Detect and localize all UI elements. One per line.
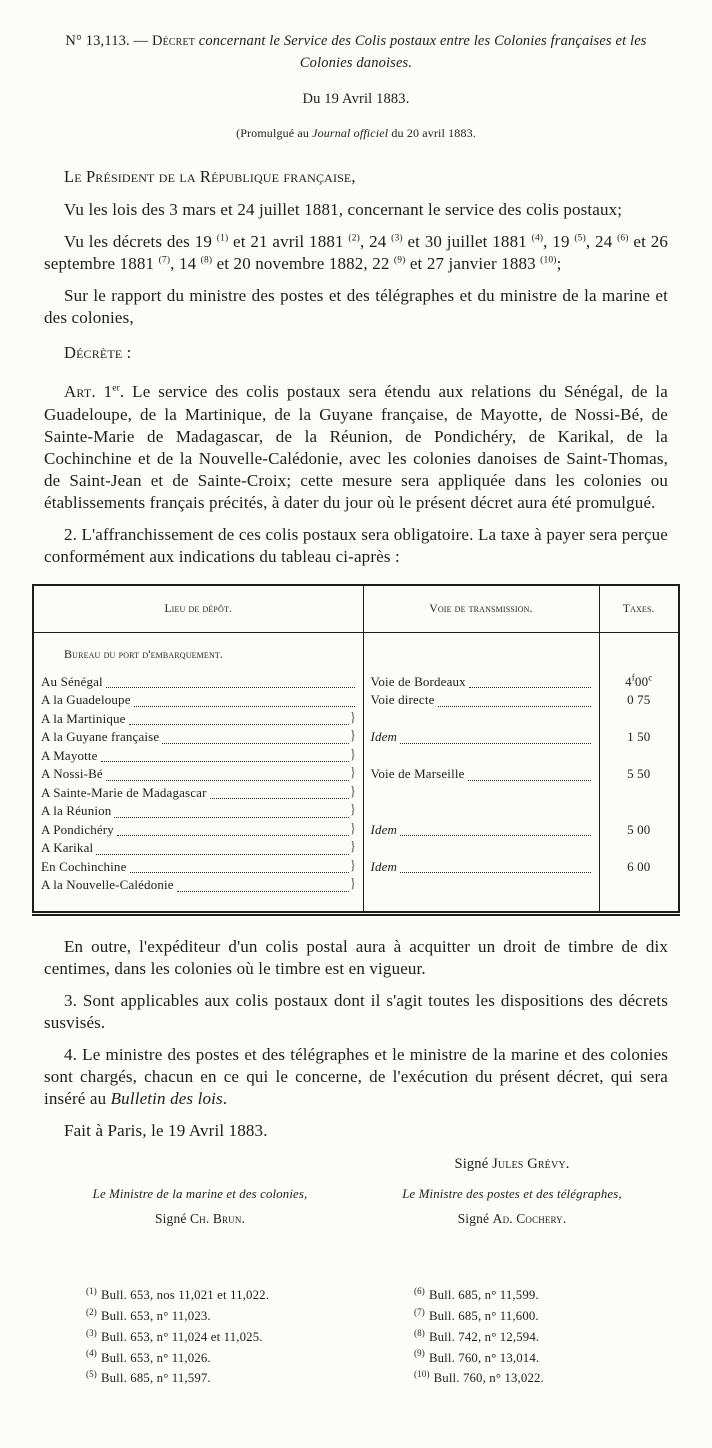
column-header-lieu: Lieu de dépôt. (33, 585, 363, 633)
footnote (86, 1285, 356, 1306)
footnote-ref: (2) (348, 233, 360, 244)
footnote-text: Bull. 760, n° 13,014. (428, 1350, 540, 1365)
footnote-marker: (5) (86, 1369, 97, 1380)
signature-president (356, 1156, 668, 1173)
dot-leader (96, 854, 348, 855)
decrete-line: Décrète : (64, 343, 132, 363)
footnote-marker: (8) (414, 1327, 425, 1338)
footnote-marker: (1) (86, 1286, 97, 1297)
table-header-row (33, 585, 679, 633)
voie-label: Voie directe (370, 692, 435, 708)
dot-leader (400, 743, 590, 744)
article-3: 3. Sont applicables aux colis postaux dont il s'agit toutes les dispositions des décrets susvisés. (44, 990, 668, 1032)
footnote-ref: (4) (531, 233, 544, 244)
text-segment: , 14 (170, 254, 201, 274)
taxe-value: 0 75 (627, 692, 651, 708)
footnote (414, 1306, 668, 1327)
text-segment: et 21 avril 1881 (228, 232, 349, 252)
group-brace: } (350, 765, 356, 781)
lieu-label: A la Guyane française (41, 729, 160, 745)
centime-sup: c (648, 672, 653, 683)
journal-officiel-italic: Journal officiel (312, 125, 389, 140)
minister-postes-title: Le Ministre des postes et des télégraphes, (402, 1187, 622, 1202)
decree-date: Du 19 Avril 1883. (302, 90, 410, 107)
lieu-label: A Karikal (41, 840, 94, 856)
minister-postes-block (356, 1187, 668, 1227)
footnote (86, 1306, 356, 1327)
footnote (414, 1368, 668, 1389)
text-segment: , 24 (359, 232, 392, 252)
footnote-ref: (7) (158, 255, 171, 266)
dot-leader (469, 687, 591, 688)
franc-sup: f (631, 672, 635, 683)
article-1-text: . Le service des colis postaux sera étendu aux relations du Sénégal, de la Guadeloupe, de la Martinique, de la Guyane française, de Mayotte, de Nossi-Bé, de Sainte-Marie de Madagascar, de la Réunion, de Pondichéry, de Karikal, de la Cochinchine et de la Nouvelle-Calédonie, avec les colonies danoises de Saint-Thomas, de Saint-Jean et de Sainte-Croix; cette mesure sera appliquée dans les colonies ou établissements français précités, à dater du jour où le présent décret aura été promulgué. (44, 382, 668, 512)
dot-leader (130, 872, 349, 873)
lieu-label: A Mayotte (41, 747, 98, 763)
footnote-text: Bull. 742, n° 12,594. (428, 1329, 540, 1344)
table-row (33, 747, 679, 766)
dot-leader (106, 780, 349, 781)
decree-subject: concernant le Service des Colis postaux entre les Colonies françaises et les Colonies danoises. (195, 33, 647, 72)
empty-cell (363, 747, 599, 766)
signe-word: Signé (457, 1211, 493, 1227)
footnote (86, 1327, 356, 1348)
empty-cell (599, 876, 679, 913)
ordinal-sup: er (112, 383, 120, 394)
text-segment: , 19 (543, 232, 575, 252)
footnote-ref: (1) (216, 233, 229, 244)
footnote (414, 1285, 668, 1306)
text-segment: 4. Le ministre des postes et des télégraphes et le ministre de la marine et des colonies sont chargés, chacun en ce qui le concerne, de l'exécution du présent décret, qui sera inséré au (44, 1045, 668, 1109)
lieu-label: A la Nouvelle-Calédonie (41, 877, 174, 893)
footnotes-section (44, 1285, 668, 1389)
table-subheader-row (33, 633, 679, 673)
taxe-value (599, 673, 679, 692)
lieu-label: A la Guadeloupe (41, 692, 131, 708)
footnote-marker: (6) (414, 1286, 425, 1297)
table-row (33, 858, 679, 877)
footnote-ref: (9) (393, 255, 406, 266)
text-segment: , 24 (585, 232, 618, 252)
lieu-label: A la Réunion (41, 803, 112, 819)
footnote-text: Bull. 685, n° 11,597. (100, 1371, 211, 1386)
voie-label: Voie de Bordeaux (370, 673, 466, 689)
footnote (414, 1327, 668, 1348)
table-subheader: Bureau du port d'embarquement. (64, 647, 224, 662)
footnote-text: Bull. 653, n° 11,026. (100, 1350, 211, 1365)
empty-cell (599, 784, 679, 803)
minister-postes-signature (356, 1211, 668, 1227)
group-brace: } (350, 821, 356, 837)
footnote-marker: (7) (414, 1306, 425, 1317)
dot-leader (114, 817, 348, 818)
footnote-text: Bull. 653, n° 11,024 et 11,025. (100, 1329, 263, 1344)
lieu-label: Au Sénégal (41, 673, 103, 689)
signe-word: Signé (454, 1156, 493, 1173)
article-1-label: Art. 1 (64, 382, 113, 402)
paragraph-en-outre: En outre, l'expéditeur d'un colis postal aura à acquitter un droit de timbre de dix centimes, dans les colonies où le timbre est en vigueur. (44, 936, 668, 978)
paragraph-rapport: Sur le rapport du ministre des postes et des télégraphes et du ministre de la marine et des colonies, (44, 286, 668, 328)
footnote-marker: (9) (414, 1348, 425, 1359)
table-row (33, 765, 679, 784)
president-name: Jules Grévy. (492, 1156, 570, 1173)
group-brace: } (350, 747, 356, 763)
minister-postes-name: Ad. Cochery. (492, 1211, 567, 1227)
group-brace: } (350, 710, 356, 726)
empty-cell (363, 839, 599, 858)
promulgation-note (44, 126, 668, 141)
taxe-value: 5 50 (627, 766, 651, 782)
footnote-ref: (5) (574, 233, 586, 244)
table-row (33, 876, 679, 913)
text-segment: (Promulgué au (236, 125, 313, 140)
dot-leader (106, 687, 355, 688)
table-row (33, 673, 679, 692)
empty-cell (363, 784, 599, 803)
footnote-marker: (2) (86, 1306, 97, 1317)
column-header-taxes: Taxes. (599, 585, 679, 633)
footnote-text: Bull. 653, n° 11,023. (100, 1309, 211, 1324)
group-brace: } (350, 858, 356, 874)
decree-number: N° 13,113. — (65, 33, 152, 49)
dot-leader (177, 891, 349, 892)
paragraph-vu-decrets (44, 231, 668, 275)
voie-label: Idem (370, 729, 398, 745)
group-brace: } (350, 839, 356, 855)
table-row (33, 710, 679, 729)
table-row (33, 821, 679, 840)
lieu-label: A Sainte-Marie de Madagascar (41, 784, 207, 800)
group-brace: } (350, 802, 356, 818)
fait-a-paris-line: Fait à Paris, le 19 Avril 1883. (64, 1121, 268, 1141)
column-header-voie: Voie de transmission. (363, 585, 599, 633)
text-segment: et 27 janvier 1883 (405, 254, 541, 274)
minister-marine-block (44, 1187, 356, 1227)
signe-word: Signé (154, 1211, 191, 1227)
footnote-text: Bull. 653, nos 11,021 et 11,022. (100, 1288, 270, 1303)
text-segment: et 30 juillet 1881 (402, 232, 532, 252)
lieu-label: A la Martinique (41, 710, 126, 726)
article-2: 2. L'affranchissement de ces colis postaux sera obligatoire. La taxe à payer sera perçue conformément aux indications du tableau ci-après : (44, 524, 668, 567)
empty-cell (363, 876, 599, 913)
taxe-value: 5 00 (627, 821, 651, 837)
footnotes-column-left (44, 1285, 356, 1389)
empty-cell (599, 839, 679, 858)
footnote-marker: (10) (414, 1369, 430, 1380)
table-row (33, 784, 679, 803)
group-brace: } (350, 784, 356, 800)
dot-leader (129, 724, 349, 725)
text-segment: et 20 novembre 1882, 22 (212, 254, 394, 274)
footnote-ref: (3) (391, 233, 403, 244)
dot-leader (101, 761, 349, 762)
voie-label: Idem (370, 858, 398, 874)
taxe-value: 6 00 (627, 858, 651, 874)
minister-marine-signature (44, 1211, 356, 1227)
voie-label: Voie de Marseille (370, 766, 465, 782)
text-segment: et 26 septembre 1881 (44, 232, 668, 274)
lieu-label: En Cochinchine (41, 858, 127, 874)
empty-cell (363, 633, 599, 673)
article-4 (44, 1044, 668, 1110)
article-1 (44, 381, 668, 514)
dot-leader (134, 706, 355, 707)
table-row (33, 839, 679, 858)
dot-leader (210, 798, 349, 799)
footnote-ref: (8) (200, 255, 213, 266)
footnote-text: Bull. 760, n° 13,022. (433, 1371, 544, 1386)
dot-leader (438, 706, 591, 707)
lieu-label: A Pondichéry (41, 821, 114, 837)
salutation-line: Le Président de la République française, (64, 166, 356, 186)
footnote (86, 1348, 356, 1369)
taxe-dec: 00 (634, 673, 649, 689)
minister-marine-name: Ch. Brun. (190, 1211, 246, 1227)
bulletin-des-lois-italic: Bulletin des lois (110, 1089, 223, 1109)
footnote-ref: (10) (540, 255, 557, 266)
lieu-label: A Nossi-Bé (41, 766, 103, 782)
table-row (33, 728, 679, 747)
empty-cell (599, 747, 679, 766)
footnote-marker: (4) (86, 1348, 97, 1359)
text-segment: ; (556, 254, 562, 274)
text-segment: . (222, 1089, 228, 1109)
decree-word: Décret (151, 33, 196, 49)
ministers-signature-block (44, 1187, 668, 1227)
footnote-ref: (6) (617, 233, 629, 244)
tariff-table (32, 584, 680, 916)
footnote (86, 1368, 356, 1389)
dot-leader (400, 835, 590, 836)
group-brace: } (350, 876, 356, 892)
footnote-text: Bull. 685, n° 11,600. (428, 1309, 539, 1324)
footnote-marker: (3) (86, 1327, 97, 1338)
dot-leader (162, 743, 348, 744)
footnote-text: Bull. 685, n° 11,599. (428, 1288, 539, 1303)
taxe-int: 4 (625, 673, 632, 689)
table-row (33, 691, 679, 710)
dot-leader (117, 835, 349, 836)
empty-cell (363, 710, 599, 729)
empty-cell (363, 802, 599, 821)
empty-cell (599, 633, 679, 673)
voie-label: Idem (370, 821, 398, 837)
text-segment: du 20 avril 1883. (388, 125, 476, 140)
text-segment: Vu les décrets des 19 (64, 232, 217, 252)
paragraph-vu-lois: Vu les lois des 3 mars et 24 juillet 1881, concernant le service des colis postaux; (64, 199, 623, 219)
document-title (44, 30, 668, 75)
minister-marine-title: Le Ministre de la marine et des colonies, (92, 1187, 308, 1202)
empty-cell (599, 802, 679, 821)
footnotes-column-right (356, 1285, 668, 1389)
group-brace: } (350, 728, 356, 744)
taxe-value: 1 50 (627, 729, 651, 745)
table-row (33, 802, 679, 821)
footnote (414, 1348, 668, 1369)
dot-leader (468, 780, 591, 781)
empty-cell (599, 710, 679, 729)
dot-leader (400, 872, 590, 873)
